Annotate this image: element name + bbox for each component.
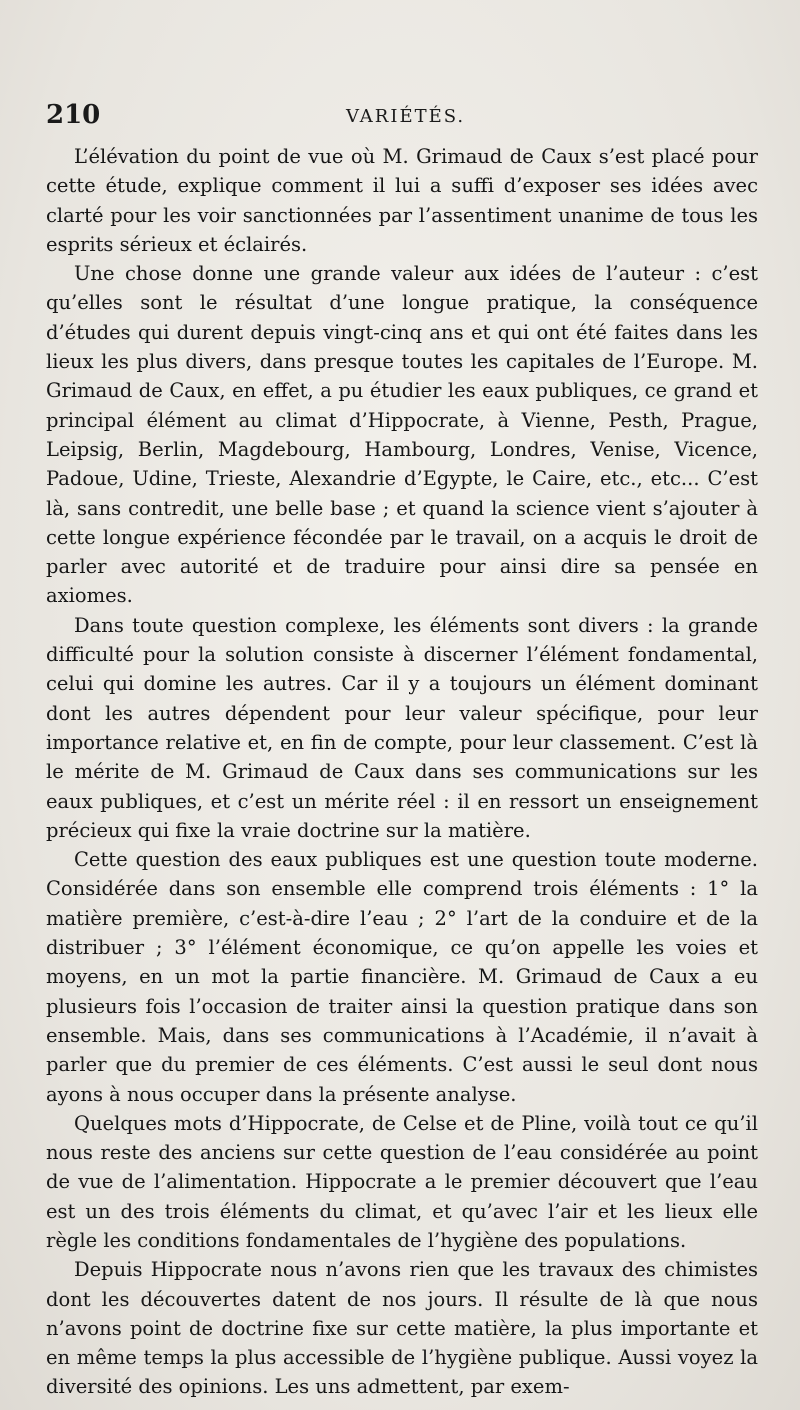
paragraph: Dans toute question complexe, les éléments sont divers : la grande difficulté pour la solution consiste à discerner l’élément fondamental, celui qui domine les autres. Car il y a toujours un élément dominant dont les autres dépendent pour leur valeur spécifique, pour leur importance relative et, en fin de compte, pour leur classement. C’est là le mérite de M. Grimaud de Caux dans ses communications sur les eaux publiques, et c’est un mérite réel : il en ressort un enseignement précieux qui fixe la vraie doctrine sur la matière. [46, 613, 758, 842]
paragraph: Une chose donne une grande valeur aux idées de l’auteur : c’est qu’elles sont le résultat d’une longue pratique, la conséquence d’études qui durent depuis vingt-cinq ans et qui ont été faites dans les lieux les plus divers, dans presque toutes les capitales de l’Europe. M. Grimaud de Caux, en effet, a pu étudier les eaux publiques, ce grand et principal élément au climat d’Hippocrate, à Vienne, Pesth, Prague, Leipsig, Berlin, Magdebourg, Hambourg, Londres, Venise, Vicence, Padoue, Udine, Trieste, Alexandrie d’Egypte, le Caire, etc., etc... C’est là, sans contredit, une belle base ; et quand la science vient s’ajouter à cette longue expérience fécondée par le travail, on a acquis le droit de parler avec autorité et de traduire pour ainsi dire sa pensée en axiomes. [46, 262, 758, 608]
paragraph: L’élévation du point de vue où M. Grimaud de Caux s’est placé pour cette étude, explique comment il lui a suffi d’exposer ses idées avec clarté pour les voir sanctionnées par l’assentiment unanime de tous les esprits sérieux et éclairés. [46, 145, 758, 256]
page-number: 210 [46, 100, 101, 130]
paragraph: Cette question des eaux publiques est une question toute moderne. Considérée dans son ensemble elle comprend trois éléments : 1° la matière première, c’est-à-dire l’eau ; 2° l’art de la conduire et de la distribuer ; 3° l’élément économique, ce qu’on appelle les voies et moyens, en un mot la partie financière. M. Grimaud de Caux a eu plusieurs fois l’occasion de traiter ainsi la question pratique dans son ensemble. Mais, dans ses communications à l’Académie, il n’avait à parler que du premier de ces éléments. C’est aussi le seul dont nous ayons à nous occuper dans la présente analyse. [46, 848, 758, 1106]
running-head [46, 96, 758, 136]
body-text [46, 142, 758, 1402]
running-title: VARIÉTÉS. [346, 106, 466, 127]
paragraph: Quelques mots d’Hippocrate, de Celse et de Pline, voilà tout ce qu’il nous reste des anciens sur cette question de l’eau considérée au point de vue de l’alimentation. Hippocrate a le premier découvert que l’eau est un des trois éléments du climat, et qu’avec l’air et les lieux elle règle les conditions fondamentales de l’hygiène des populations. [46, 1111, 758, 1252]
paragraph: Depuis Hippocrate nous n’avons rien que les travaux des chimistes dont les découvertes datent de nos jours. Il résulte de là que nous n’avons point de doctrine fixe sur cette matière, la plus importante et en même temps la plus accessible de l’hygiène publique. Aussi voyez la diversité des opinions. Les uns admettent, par exem- [46, 1258, 758, 1399]
